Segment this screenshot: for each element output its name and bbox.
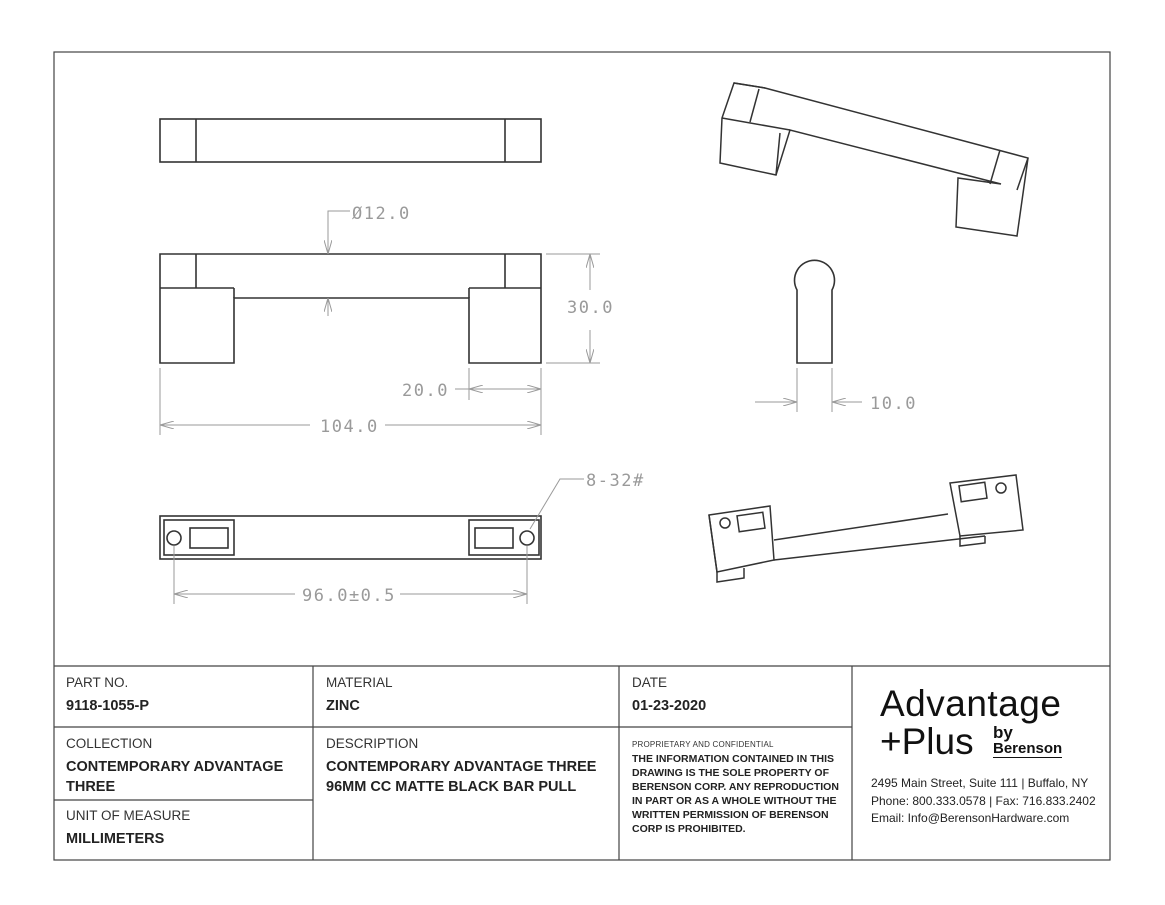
legal-line: BERENSON CORP. ANY REPRODUCTION xyxy=(632,781,839,793)
legal-line: DRAWING IS THE SOLE PROPERTY OF xyxy=(632,767,829,779)
company-phone: Phone: 800.333.0578 | Fax: 716.833.2402 xyxy=(871,794,1096,808)
legal-line: CORP IS PROHIBITED. xyxy=(632,823,746,835)
unit-value: MILLIMETERS xyxy=(66,831,165,847)
unit-label: UNIT OF MEASURE xyxy=(66,808,191,823)
legal-line: IN PART OR AS A WHOLE WITHOUT THE xyxy=(632,795,837,807)
isometric-top-view xyxy=(720,83,1028,236)
material-value: ZINC xyxy=(326,698,360,714)
diameter-dimension: Ø12.0 xyxy=(352,204,411,224)
side-view xyxy=(795,260,835,363)
overall-length-dimension: 104.0 xyxy=(320,417,379,437)
description-label: DESCRIPTION xyxy=(326,736,419,751)
legal-line: THE INFORMATION CONTAINED IN THIS xyxy=(632,753,835,765)
dimension-lines xyxy=(160,211,862,604)
description-value-line1: CONTEMPORARY ADVANTAGE THREE xyxy=(326,759,597,775)
date-value: 01-23-2020 xyxy=(632,698,707,714)
company-address: 2495 Main Street, Suite 111 | Buffalo, NY xyxy=(871,776,1089,790)
logo-plus: +Plus xyxy=(880,721,974,762)
isometric-bottom-view xyxy=(709,475,1023,582)
logo-berenson: Berenson xyxy=(993,740,1063,757)
material-label: MATERIAL xyxy=(326,675,393,690)
company-email: Email: Info@BerensonHardware.com xyxy=(871,811,1070,825)
collection-value-line2: THREE xyxy=(66,779,116,795)
center-to-center-dimension: 96.0±0.5 xyxy=(302,586,396,606)
part-no-value: 9118-1055-P xyxy=(66,698,150,714)
proprietary-label: PROPRIETARY AND CONFIDENTIAL xyxy=(632,740,774,749)
top-view xyxy=(160,119,541,162)
side-width-dimension: 10.0 xyxy=(870,394,917,414)
foot-width-dimension: 20.0 xyxy=(402,381,449,401)
legal-notice xyxy=(632,752,842,836)
collection-label: COLLECTION xyxy=(66,736,153,751)
thread-callout: 8-32# xyxy=(586,471,645,491)
logo-by: by xyxy=(993,723,1013,742)
description-value-line2: 96MM CC MATTE BLACK BAR PULL xyxy=(326,779,577,795)
front-view xyxy=(160,254,541,363)
height-dimension: 30.0 xyxy=(567,298,614,318)
part-no-label: PART NO. xyxy=(66,675,129,690)
legal-line: WRITTEN PERMISSION OF BERENSON xyxy=(632,809,829,821)
date-label: DATE xyxy=(632,675,668,690)
bottom-view xyxy=(160,516,541,559)
logo-advantage: Advantage xyxy=(880,683,1062,724)
collection-value-line1: CONTEMPORARY ADVANTAGE xyxy=(66,759,284,775)
